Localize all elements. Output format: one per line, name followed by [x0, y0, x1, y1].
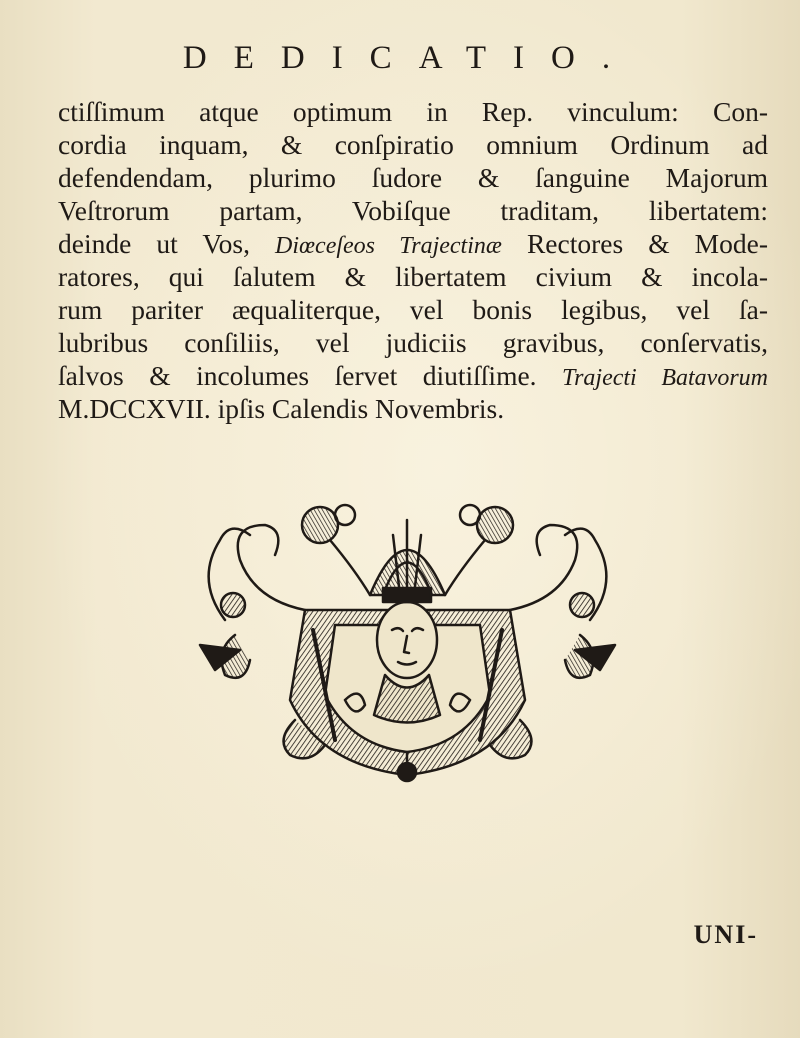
- line-text: lubribus conſiliis, vel judiciis gravibus, conſervatis,: [58, 327, 768, 358]
- text-line: [58, 95, 768, 128]
- text-line: [58, 161, 768, 194]
- line-text: cordia inquam, & conſpiratio omnium Ordinum ad: [58, 129, 768, 160]
- text-line: [58, 359, 768, 392]
- page-header: DEDICATIO.: [182, 40, 638, 76]
- line-text: Veſtrorum partam, Vobiſque traditam, libertatem:: [58, 195, 768, 226]
- line-text: rum pariter æqualiterque, vel bonis legibus, vel ſa-: [58, 294, 768, 325]
- dedication-text: [58, 95, 768, 425]
- text-line: [58, 293, 768, 326]
- line-text: deinde ut Vos,: [58, 228, 276, 259]
- text-line: [58, 326, 768, 359]
- catchword: UNI-: [693, 920, 758, 949]
- line-text: defendendam, plurimo ſudore & ſanguine Majorum: [58, 162, 768, 193]
- line-text: ctiſſimum atque optimum in Rep. vinculum: Con-: [58, 96, 768, 127]
- italic-text: Diœceſeos Trajectinæ: [275, 233, 502, 259]
- text-line: [58, 194, 768, 227]
- text-line: [58, 128, 768, 161]
- italic-text: Trajecti Batavorum: [562, 365, 768, 391]
- text-line: [58, 392, 768, 425]
- line-text: ratores, qui ſalutem & libertatem civium & incola-: [58, 261, 768, 292]
- line-text: M.DCCXVII. ipſis Calendis Novembris.: [58, 393, 505, 424]
- woodcut-ornament-icon: [195, 500, 620, 785]
- line-text: Rectores & Mode-: [501, 228, 769, 259]
- line-text: ſalvos & incolumes ſervet diutiſſime.: [58, 360, 563, 391]
- text-line: [58, 260, 768, 293]
- text-line: [58, 227, 768, 260]
